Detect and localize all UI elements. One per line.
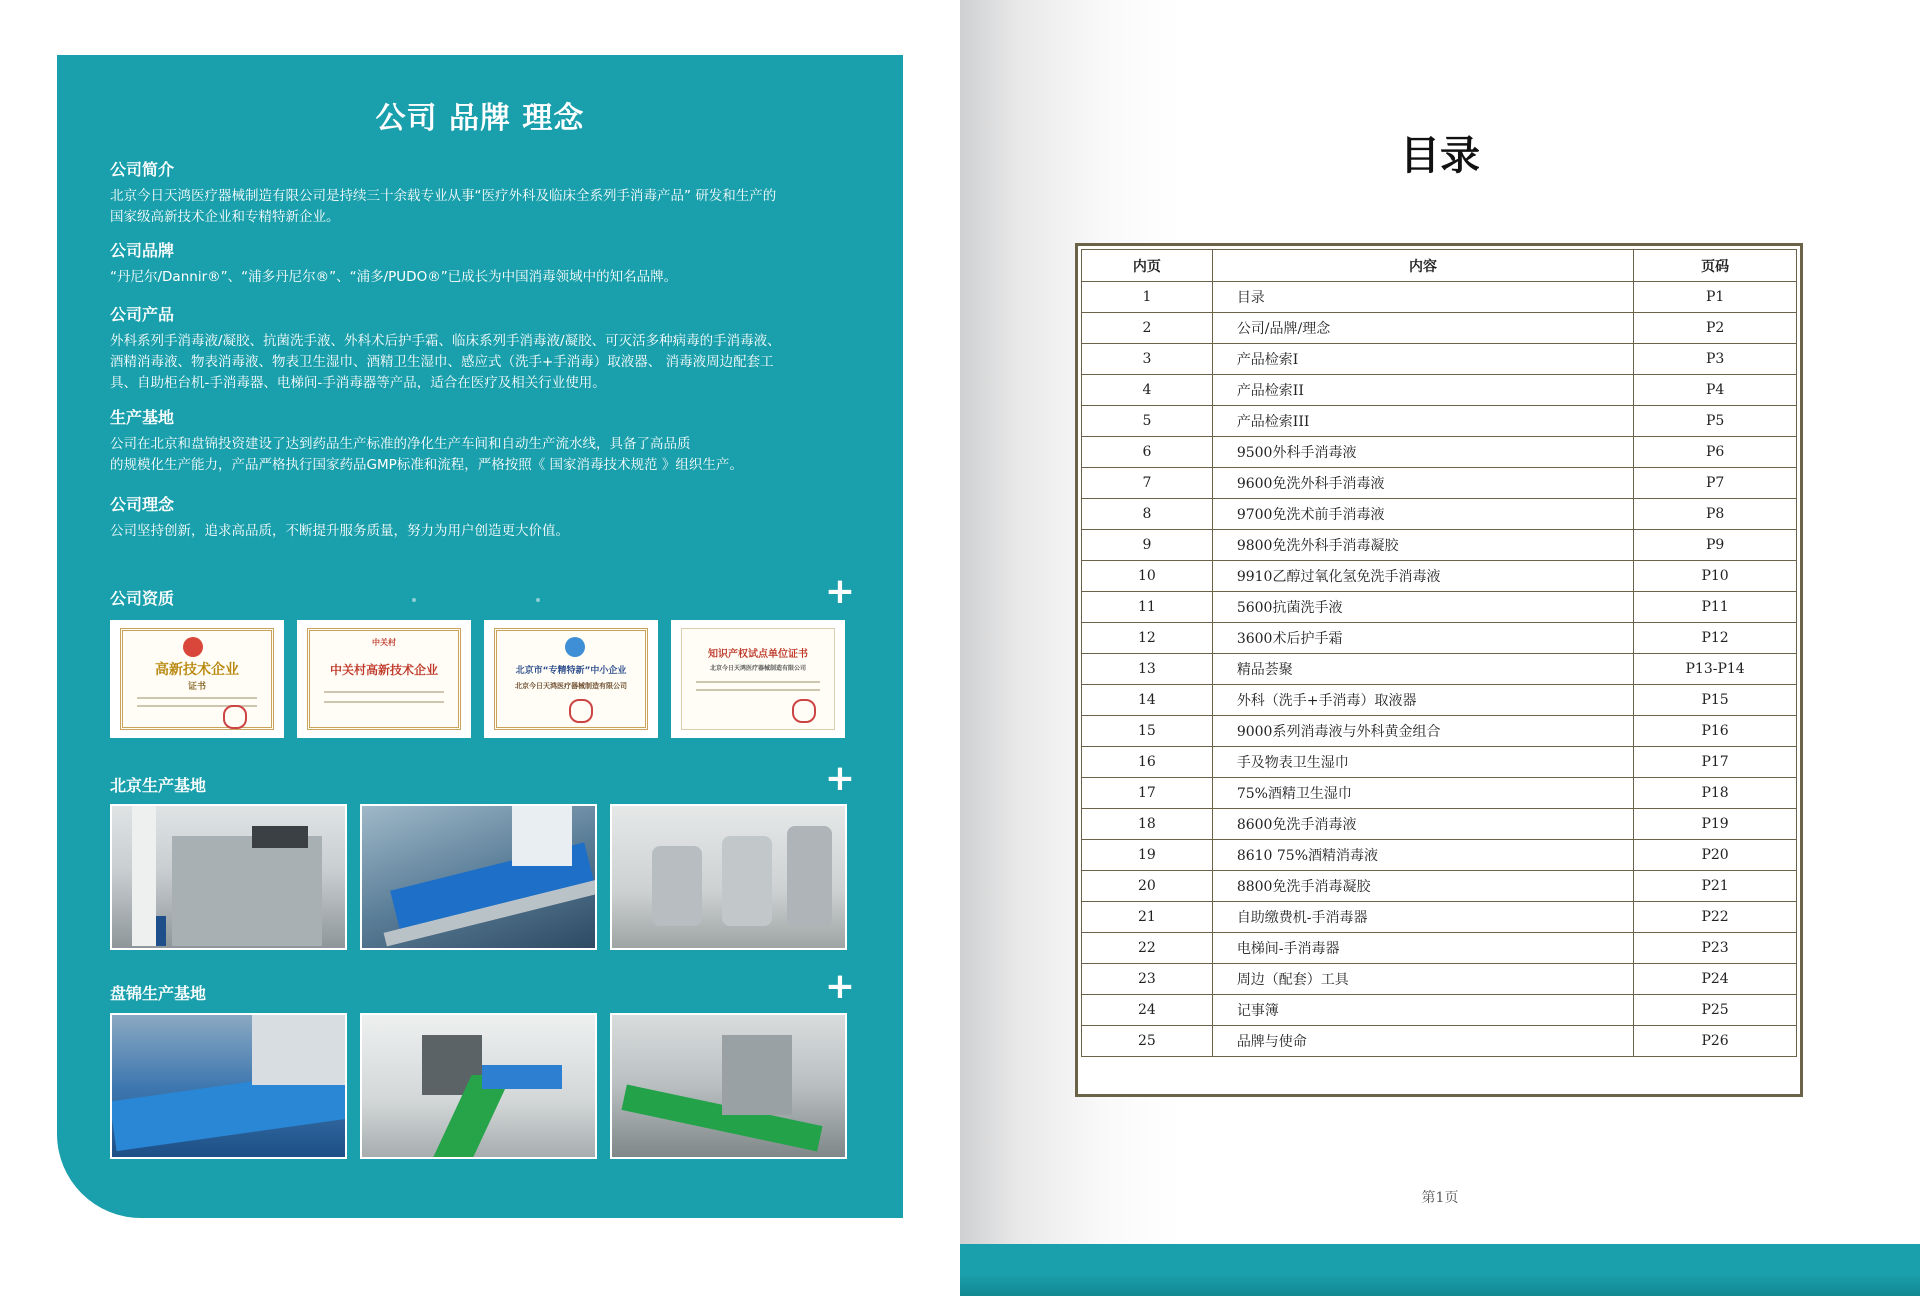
table-row	[1082, 871, 1797, 902]
text-line: 的规模化生产能力，产品严格执行国家药品GMP标准和流程，严格按照《 国家消毒技术规范 》组织生产。	[110, 457, 743, 473]
row-index: 11	[1082, 592, 1213, 623]
factory-photo	[110, 804, 347, 950]
row-page: P10	[1634, 561, 1797, 592]
factory-photo	[110, 1013, 347, 1159]
section-company-brand	[110, 238, 855, 288]
certificate-line	[696, 681, 820, 683]
row-content: 产品检索III	[1212, 406, 1633, 437]
row-content: 9500外科手消毒液	[1212, 437, 1633, 468]
row-page: P3	[1634, 344, 1797, 375]
header-page-number: 页码	[1634, 250, 1797, 282]
section-text	[110, 186, 855, 228]
row-page: P21	[1634, 871, 1797, 902]
row-page: P19	[1634, 809, 1797, 840]
certificate-image	[110, 620, 284, 738]
row-content: 精品荟聚	[1212, 654, 1633, 685]
panjin-base-header	[110, 966, 855, 1007]
panjin-base-label: 盘锦生产基地	[110, 984, 207, 1003]
row-page: P16	[1634, 716, 1797, 747]
row-index: 4	[1082, 375, 1213, 406]
table-row	[1082, 716, 1797, 747]
table-row	[1082, 530, 1797, 561]
row-index: 8	[1082, 499, 1213, 530]
table-row	[1082, 995, 1797, 1026]
row-page: P18	[1634, 778, 1797, 809]
table-row	[1082, 654, 1797, 685]
row-index: 13	[1082, 654, 1213, 685]
row-content: 记事簿	[1212, 995, 1633, 1026]
certificate-frame	[494, 628, 648, 730]
seal-icon	[792, 699, 816, 723]
certificate-title: 中关村高新技术企业	[329, 663, 438, 677]
certificate-frame	[681, 628, 835, 730]
table-row	[1082, 840, 1797, 871]
row-index: 14	[1082, 685, 1213, 716]
certificate-subtitle: 北京今日天鸿医疗器械制造有限公司	[515, 682, 627, 690]
row-content: 产品检索I	[1212, 344, 1633, 375]
row-content: 75%酒精卫生湿巾	[1212, 778, 1633, 809]
row-content: 手及物表卫生湿巾	[1212, 747, 1633, 778]
qualifications-header	[110, 571, 855, 612]
certificate-image	[671, 620, 845, 738]
header-content: 内容	[1212, 250, 1633, 282]
text-line: 酒精消毒液、物表消毒液、物表卫生湿巾、酒精卫生湿巾、感应式（洗手+手消毒）取液器、 消毒液周边配套工	[110, 354, 774, 370]
seal-icon	[569, 699, 593, 723]
row-index: 2	[1082, 313, 1213, 344]
row-content: 公司/品牌/理念	[1212, 313, 1633, 344]
section-heading: 公司产品	[110, 305, 175, 324]
section-heading: 公司品牌	[110, 241, 175, 260]
table-row	[1082, 499, 1797, 530]
certificate-frame	[120, 628, 274, 730]
table-row	[1082, 778, 1797, 809]
row-index: 23	[1082, 964, 1213, 995]
text-line: 公司在北京和盘锦投资建设了达到药品生产标准的净化生产车间和自动生产流水线，具备了高品质	[110, 436, 691, 452]
certificate-line	[324, 701, 444, 703]
certificate-subtitle: 证书	[187, 682, 206, 692]
table-row	[1082, 1026, 1797, 1057]
row-index: 22	[1082, 933, 1213, 964]
row-index: 5	[1082, 406, 1213, 437]
expand-plus-icon[interactable]: +	[824, 758, 855, 799]
row-page: P20	[1634, 840, 1797, 871]
text-line: 国家级高新技术企业和专精特新企业。	[110, 209, 340, 225]
emblem-icon	[183, 637, 203, 657]
table-row	[1082, 437, 1797, 468]
certificate-subtitle: 北京今日天鸿医疗器械制造有限公司	[709, 665, 806, 672]
section-text	[110, 331, 855, 394]
certificate-title: 高新技术企业	[155, 662, 239, 678]
page-number: 第1页	[1421, 1190, 1459, 1206]
certificate-line	[324, 691, 444, 693]
row-index: 15	[1082, 716, 1213, 747]
row-page: P5	[1634, 406, 1797, 437]
table-row	[1082, 344, 1797, 375]
certificate-image	[297, 620, 471, 738]
table-row	[1082, 809, 1797, 840]
row-index: 21	[1082, 902, 1213, 933]
factory-photo	[610, 1013, 847, 1159]
section-text	[110, 521, 855, 542]
factory-photo	[360, 1013, 597, 1159]
row-page: P25	[1634, 995, 1797, 1026]
section-heading: 生产基地	[110, 408, 175, 427]
table-row	[1082, 375, 1797, 406]
table-row	[1082, 685, 1797, 716]
qualifications-label: 公司资质	[110, 589, 175, 608]
row-content: 9000系列消毒液与外科黄金组合	[1212, 716, 1633, 747]
row-content: 品牌与使命	[1212, 1026, 1633, 1057]
row-index: 19	[1082, 840, 1213, 871]
table-row	[1082, 468, 1797, 499]
text-line: 具、自助柜台机-手消毒器、电梯间-手消毒器等产品，适合在医疗及相关行业使用。	[110, 375, 606, 391]
row-content: 8800免洗手消毒凝胶	[1212, 871, 1633, 902]
row-content: 目录	[1212, 282, 1633, 313]
dot-decoration	[412, 598, 416, 602]
text-line: 外科系列手消毒液/凝胶、抗菌洗手液、外科术后护手霜、临床系列手消毒液/凝胶、可灭活多种病毒的手消毒液、	[110, 333, 781, 349]
table-row	[1082, 282, 1797, 313]
row-index: 9	[1082, 530, 1213, 561]
row-content: 电梯间-手消毒器	[1212, 933, 1633, 964]
certificate-title: 知识产权试点单位证书	[708, 649, 808, 660]
row-page: P1	[1634, 282, 1797, 313]
text-line: 公司坚持创新，追求高品质，不断提升服务质量，努力为用户创造更大价值。	[110, 523, 569, 539]
row-content: 5600抗菌洗手液	[1212, 592, 1633, 623]
section-company-intro	[110, 157, 855, 228]
right-page	[960, 0, 1920, 1296]
table-row	[1082, 964, 1797, 995]
dot-decoration	[536, 598, 540, 602]
section-text	[110, 434, 855, 476]
row-index: 7	[1082, 468, 1213, 499]
expand-plus-icon[interactable]: +	[824, 571, 855, 612]
toc-table	[1081, 249, 1797, 1057]
row-index: 18	[1082, 809, 1213, 840]
table-row	[1082, 592, 1797, 623]
section-company-philosophy	[110, 492, 855, 542]
row-page: P26	[1634, 1026, 1797, 1057]
factory-photo	[360, 804, 597, 950]
table-row	[1082, 313, 1797, 344]
toc-title: 目录	[1400, 133, 1480, 179]
row-content: 自助缴费机-手消毒器	[1212, 902, 1633, 933]
panel-title: 公司 品牌 理念	[375, 101, 585, 136]
brand-panel	[57, 55, 903, 1218]
row-index: 3	[1082, 344, 1213, 375]
row-page: P7	[1634, 468, 1797, 499]
text-line: 北京今日天鸿医疗器械制造有限公司是持续三十余载专业从事“医疗外科及临床全系列手消毒产品” 研发和生产的	[110, 188, 777, 204]
row-content: 产品检索II	[1212, 375, 1633, 406]
row-content: 9700免洗术前手消毒液	[1212, 499, 1633, 530]
row-index: 25	[1082, 1026, 1213, 1057]
row-page: P22	[1634, 902, 1797, 933]
logo-icon	[565, 637, 585, 657]
row-index: 12	[1082, 623, 1213, 654]
certificate-frame	[307, 628, 461, 730]
certificate-line	[137, 697, 257, 699]
header-page: 内页	[1082, 250, 1213, 282]
certificate-title: 北京市“专精特新”中小企业	[515, 666, 627, 676]
table-row	[1082, 747, 1797, 778]
beijing-base-label: 北京生产基地	[110, 776, 207, 795]
toc-table-frame	[1075, 243, 1803, 1097]
bottom-band	[960, 1244, 1920, 1296]
row-content: 9800免洗外科手消毒凝胶	[1212, 530, 1633, 561]
row-page: P6	[1634, 437, 1797, 468]
section-production-base	[110, 405, 855, 476]
row-page: P17	[1634, 747, 1797, 778]
table-row	[1082, 933, 1797, 964]
row-index: 6	[1082, 437, 1213, 468]
row-index: 1	[1082, 282, 1213, 313]
text-line: “丹尼尔/Dannir®”、“浦多丹尼尔®”、“浦多/PUDO®”已成长为中国消毒领域中的知名品牌。	[110, 269, 678, 285]
expand-plus-icon[interactable]: +	[824, 966, 855, 1007]
row-page: P15	[1634, 685, 1797, 716]
row-page: P2	[1634, 313, 1797, 344]
section-heading: 公司理念	[110, 495, 175, 514]
row-page: P24	[1634, 964, 1797, 995]
row-page: P8	[1634, 499, 1797, 530]
row-index: 10	[1082, 561, 1213, 592]
certificate-image	[484, 620, 658, 738]
table-row	[1082, 561, 1797, 592]
row-page: P11	[1634, 592, 1797, 623]
row-page: P9	[1634, 530, 1797, 561]
table-row	[1082, 406, 1797, 437]
row-index: 16	[1082, 747, 1213, 778]
row-content: 外科（洗手+手消毒）取液器	[1212, 685, 1633, 716]
row-page: P13-P14	[1634, 654, 1797, 685]
row-content: 3600术后护手霜	[1212, 623, 1633, 654]
section-company-products	[110, 302, 855, 394]
row-index: 17	[1082, 778, 1213, 809]
row-index: 24	[1082, 995, 1213, 1026]
row-content: 周边（配套）工具	[1212, 964, 1633, 995]
beijing-base-header	[110, 758, 855, 799]
section-heading: 公司简介	[110, 160, 175, 179]
row-content: 9600免洗外科手消毒液	[1212, 468, 1633, 499]
row-page: P12	[1634, 623, 1797, 654]
toc-header-row	[1082, 250, 1797, 282]
row-content: 8600免洗手消毒液	[1212, 809, 1633, 840]
row-page: P23	[1634, 933, 1797, 964]
table-row	[1082, 623, 1797, 654]
section-text	[110, 267, 855, 288]
row-page: P4	[1634, 375, 1797, 406]
row-content: 8610 75%酒精消毒液	[1212, 840, 1633, 871]
certificate-line	[696, 689, 820, 691]
seal-icon	[223, 705, 247, 729]
table-row	[1082, 902, 1797, 933]
factory-photo	[610, 804, 847, 950]
row-index: 20	[1082, 871, 1213, 902]
row-content: 9910乙醇过氧化氢免洗手消毒液	[1212, 561, 1633, 592]
certificate-subtitle: 中关村	[372, 638, 396, 647]
